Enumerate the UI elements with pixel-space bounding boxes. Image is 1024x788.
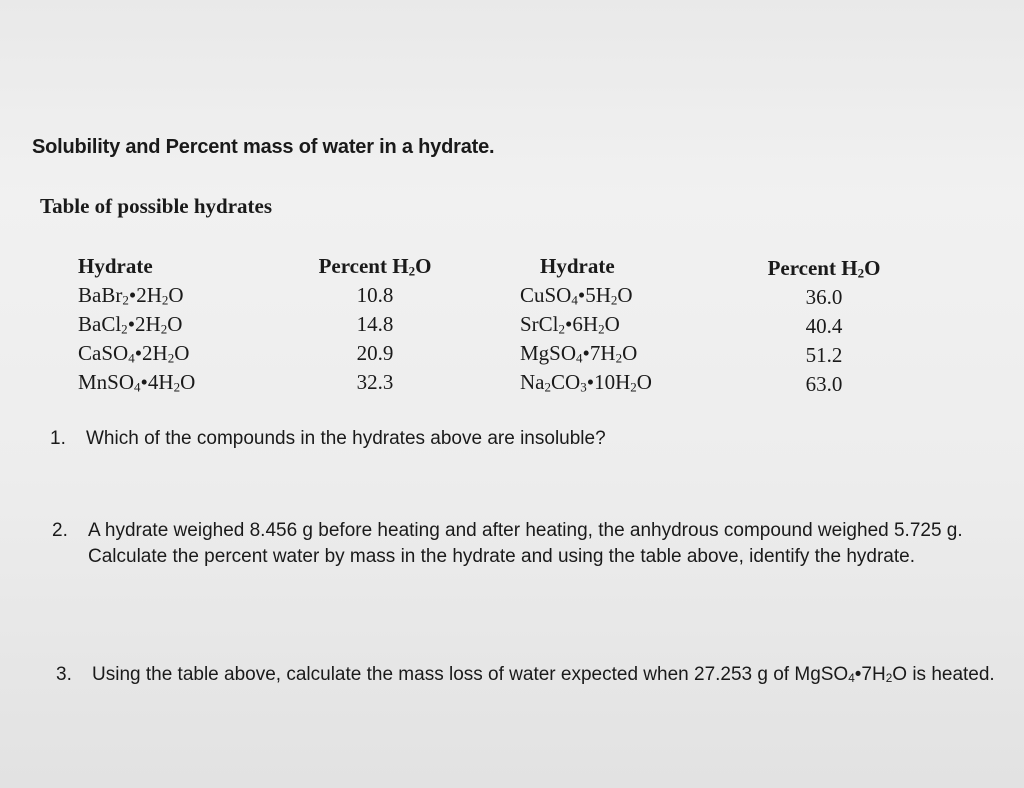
percent-cell: 32.3 [356,370,394,394]
question-text: Using the table above, calculate the mass loss of water expected when 27.253 g of $MgSO_4•7H_2O$ is heated. [92,664,995,686]
percent-column-right [758,252,890,399]
percent-cell: 36.0 [805,285,843,309]
hydrate-cell: $MgSO_4•7H_2O$ [520,341,638,366]
hydrate-cell: $MnSO_4•4H_2O$ [78,370,196,395]
hydrate-cell: $SrCl_2•6H_2O$ [520,312,620,337]
percent-header-left: Percent $H_2O$ [318,254,432,279]
question-number: 3. [56,664,72,685]
table-caption: Table of possible hydrates [40,194,273,218]
question-number: 1. [50,428,66,449]
hydrate-cell: $CaSO_4•2H_2O$ [78,341,190,366]
hydrate-header-left: Hydrate [78,254,153,278]
percent-cell: 14.8 [356,312,394,336]
hydrate-cell: $BaBr_2•2H_2O$ [78,283,184,308]
question-number: 2. [52,520,68,541]
page-title: Solubility and Percent mass of water in a hydrate. [32,136,495,158]
percent-cell: 63.0 [805,372,843,396]
percent-column-left [308,252,442,397]
question-text: A hydrate weighed 8.456 g before heating and after heating, the anhydrous compound weighed 5.725 g. Calculate the percent water by mass in the hydrate and using the table above, identify the hydrate. [88,520,963,567]
hydrate-cell: $Na_2CO_3•10H_2O$ [520,370,652,395]
percent-cell: 20.9 [356,341,394,365]
hydrate-cell: $BaCl_2•2H_2O$ [78,312,183,337]
hydrate-column-right [520,252,652,397]
percent-cell: 40.4 [805,314,843,338]
percent-header-right: Percent $H_2O$ [767,256,881,281]
percent-cell: 51.2 [805,343,843,367]
hydrate-column-left [78,252,195,397]
hydrate-cell: $CuSO_4•5H_2O$ [520,283,633,308]
question-text: Which of the compounds in the hydrates above are insoluble? [86,428,606,449]
percent-cell: 10.8 [356,283,394,307]
hydrate-header-right: Hydrate [540,254,615,278]
